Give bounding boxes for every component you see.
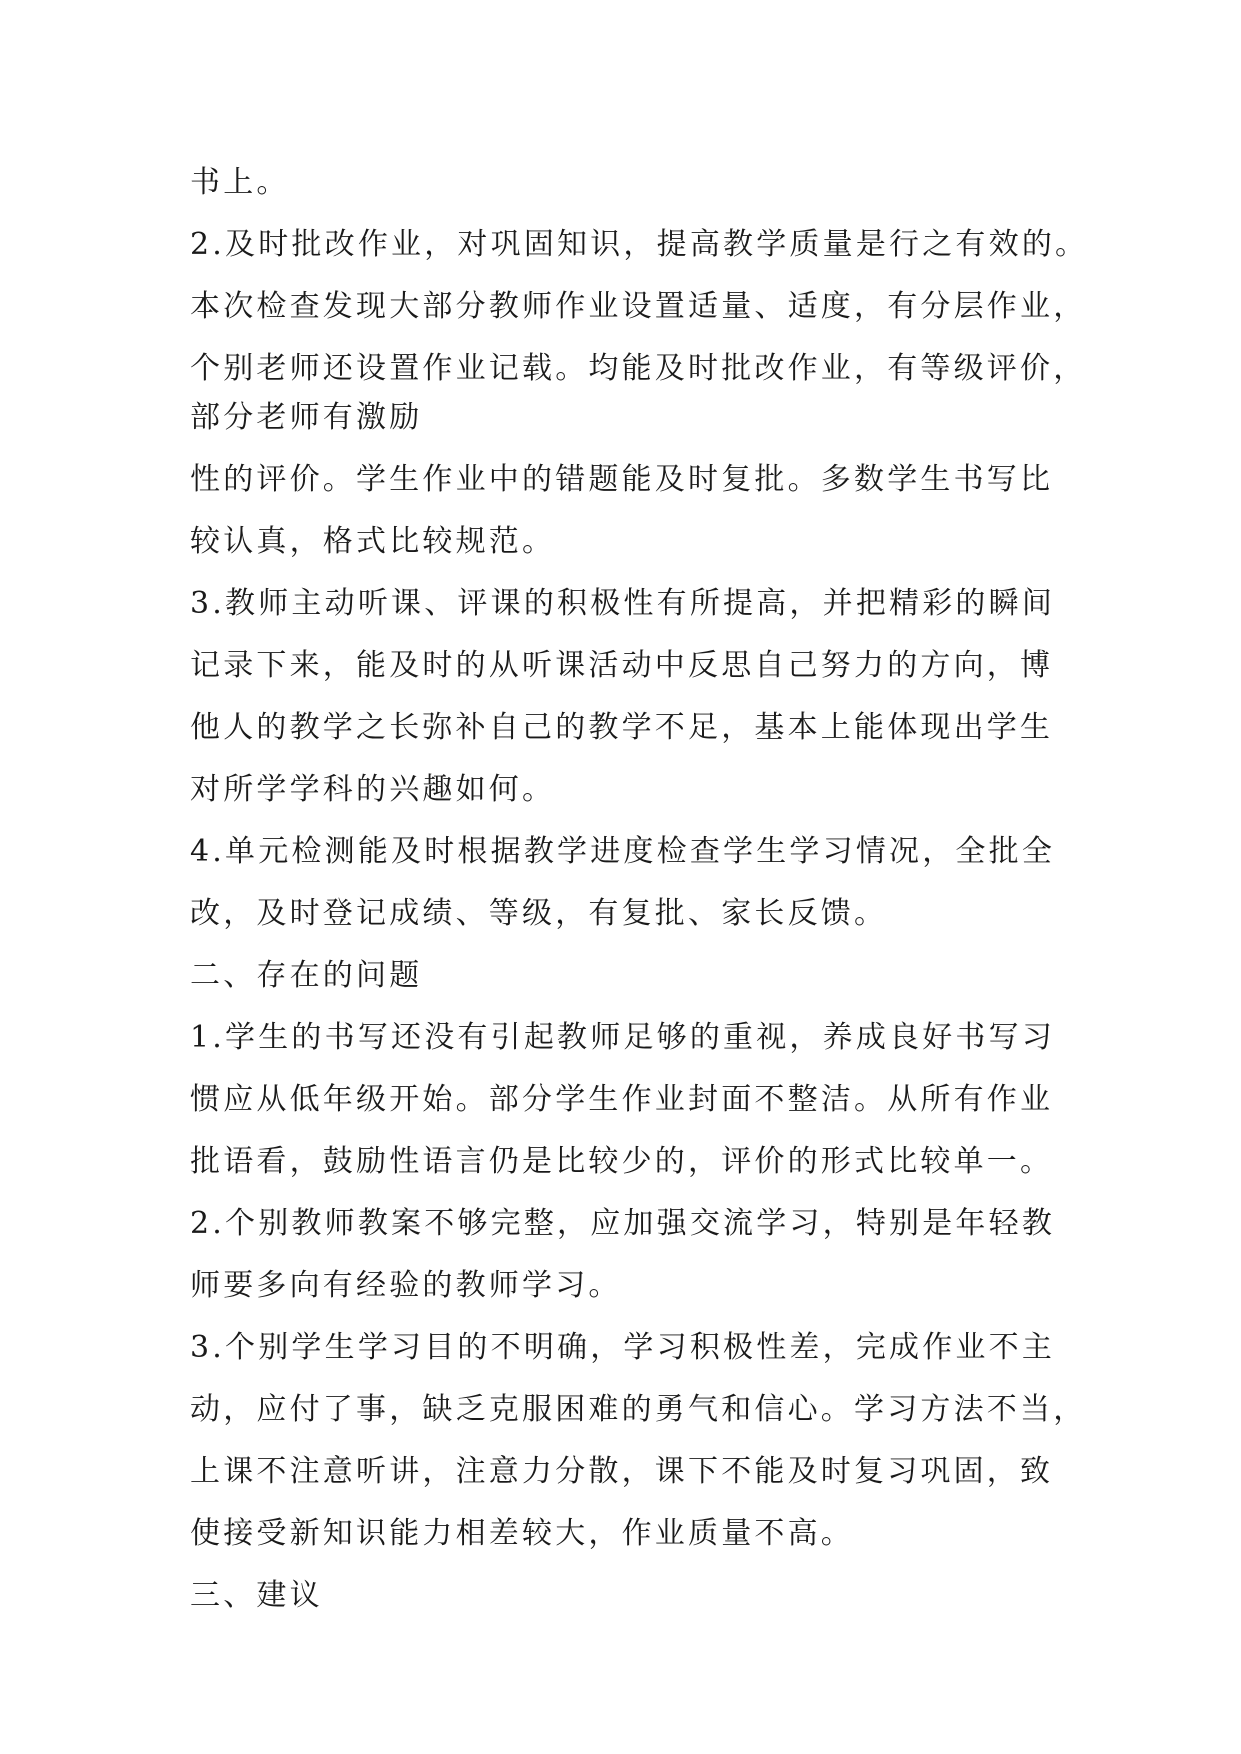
text-line: 3.个别学生学习目的不明确，学习积极性差，完成作业不主 xyxy=(190,1330,1056,1365)
text-line: 部分老师有激励 xyxy=(190,400,423,435)
text-line: 较认真，格式比较规范。 xyxy=(190,524,556,559)
text-line: 他人的教学之长弥补自己的教学不足，基本上能体现出学生 xyxy=(190,710,1054,745)
text-line: 批语看，鼓励性语言仍是比较少的，评价的形式比较单一。 xyxy=(190,1144,1054,1179)
text-line: 本次检查发现大部分教师作业设置适量、适度，有分层作业， xyxy=(190,289,1087,324)
text-line: 使接受新知识能力相差较大，作业质量不高。 xyxy=(190,1516,854,1551)
text-line: 师要多向有经验的教师学习。 xyxy=(190,1268,622,1303)
text-line: 书上。 xyxy=(190,165,290,200)
text-line: 2.及时批改作业，对巩固知识，提高教学质量是行之有效的。 xyxy=(190,227,1089,262)
text-line: 惯应从低年级开始。部分学生作业封面不整洁。从所有作业 xyxy=(190,1082,1054,1117)
text-line: 上课不注意听讲，注意力分散，课下不能及时复习巩固，致 xyxy=(190,1454,1054,1489)
text-line: 1.学生的书写还没有引起教师足够的重视，养成良好书写习 xyxy=(190,1020,1056,1055)
text-line: 性的评价。学生作业中的错题能及时复批。多数学生书写比 xyxy=(190,462,1054,497)
text-line: 记录下来，能及时的从听课活动中反思自己努力的方向，博 xyxy=(190,648,1054,683)
text-line: 4.单元检测能及时根据教学进度检查学生学习情况，全批全 xyxy=(190,834,1056,869)
text-line: 改，及时登记成绩、等级，有复批、家长反馈。 xyxy=(190,896,888,931)
text-line: 对所学学科的兴趣如何。 xyxy=(190,772,556,807)
text-line: 2.个别教师教案不够完整，应加强交流学习，特别是年轻教 xyxy=(190,1206,1056,1241)
section-heading: 二、存在的问题 xyxy=(190,958,423,993)
section-heading: 三、建议 xyxy=(190,1578,323,1613)
text-line: 动，应付了事，缺乏克服困难的勇气和信心。学习方法不当， xyxy=(190,1392,1087,1427)
text-line: 3.教师主动听课、评课的积极性有所提高，并把精彩的瞬间 xyxy=(190,586,1056,621)
text-line: 个别老师还设置作业记载。均能及时批改作业，有等级评价， xyxy=(190,351,1087,386)
